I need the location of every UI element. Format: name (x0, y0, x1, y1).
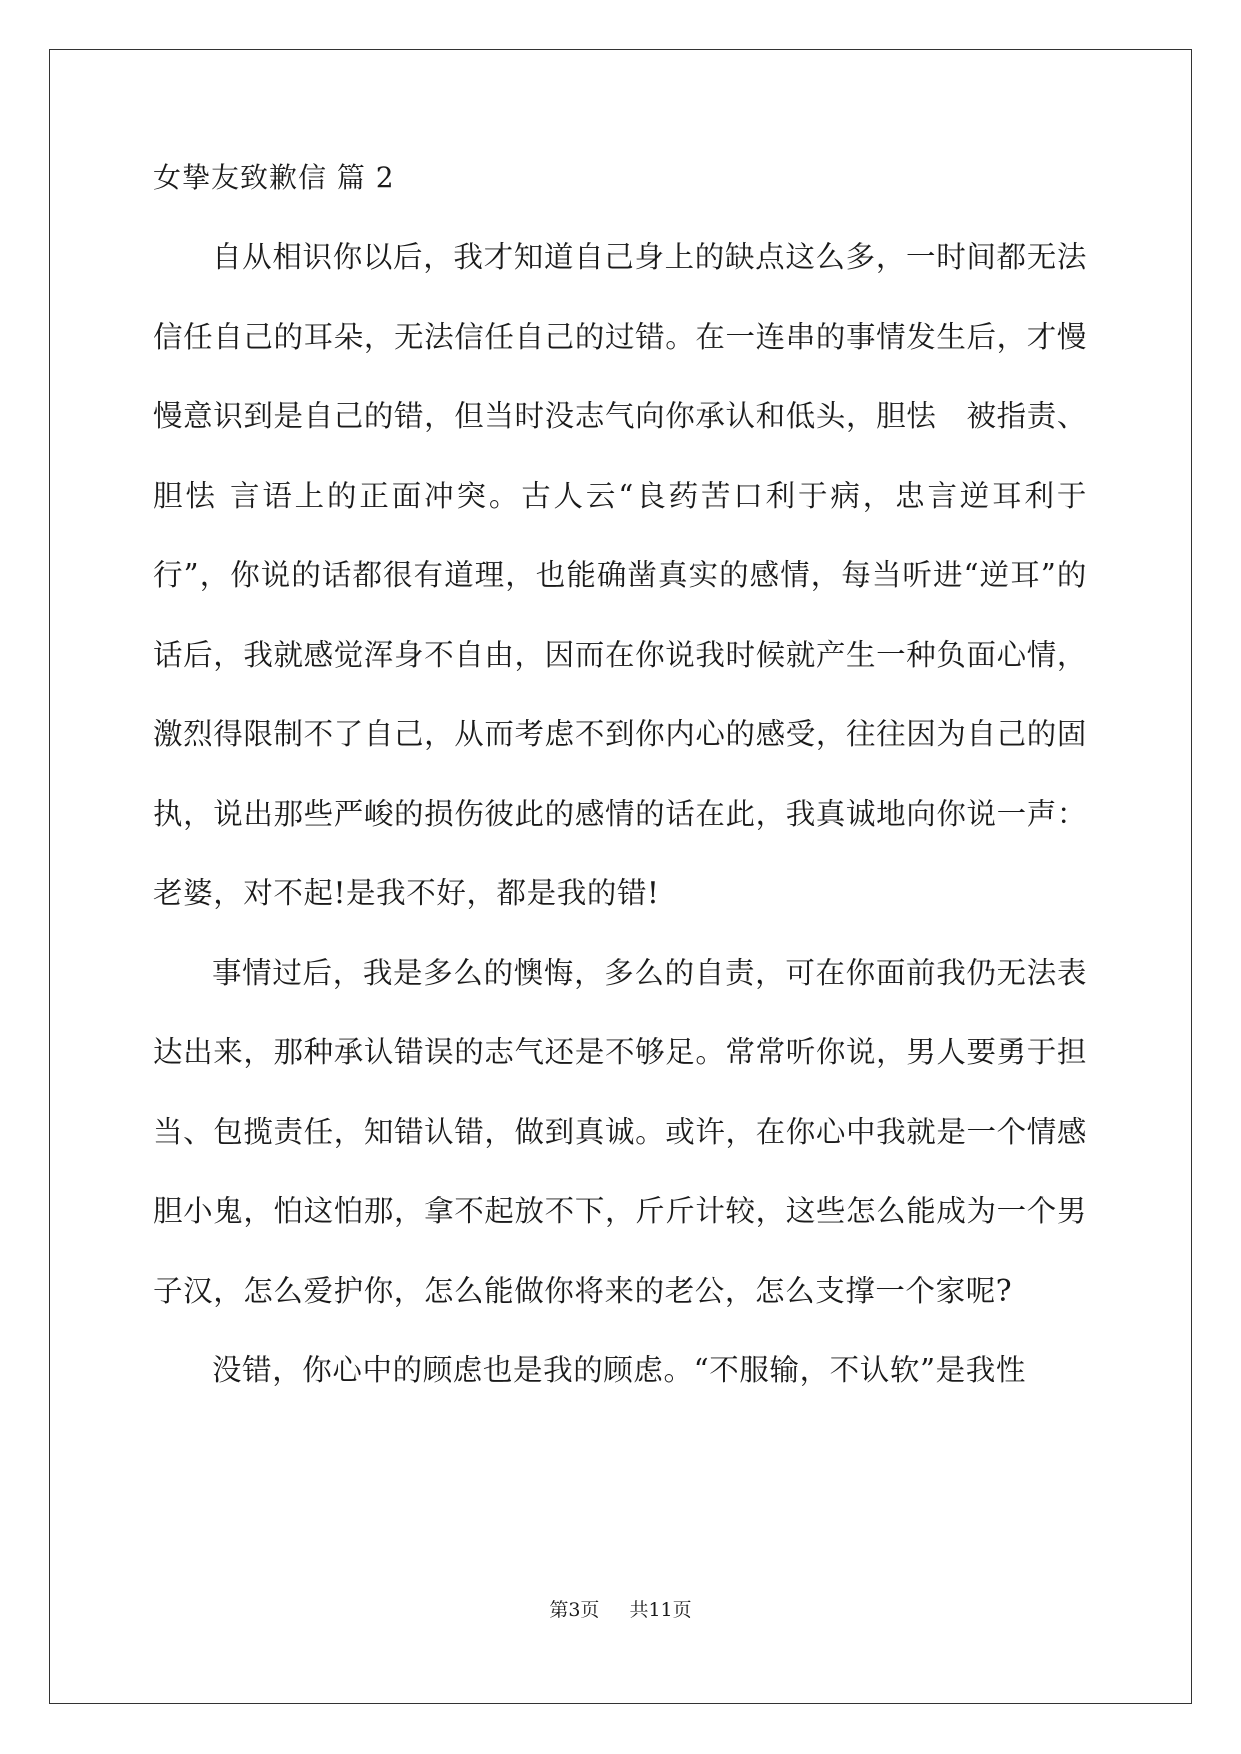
section-heading: 女挚友致歉信 篇 2 (153, 161, 395, 194)
paragraph: 事情过后，我是多么的懊悔，多么的自责，可在你面前我仍无法表达出来，那种承认错误的志气还是不够足。常常听你说，男人要勇于担当、包揽责任，知错认错，做到真诚。或许，在你心中我就是一个情感胆小鬼，怕这怕那，拿不起放不下，斤斤计较，这些怎么能成为一个男子汉，怎么爱护你，怎么能做你将来的老公，怎么支撑一个家呢? (153, 955, 1087, 1308)
paragraph: 自从相识你以后，我才知道自己身上的缺点这么多，一时间都无法信任自己的耳朵，无法信任自己的过错。在一连串的事情发生后，才慢慢意识到是自己的错，但当时没志气向你承认和低头，胆怯 被指责、胆怯 言语上的正面冲突。古人云“良药苦口利于病，忠言逆耳利于行”，你说的话都很有道理，也能确凿真实的感情，每当听进“逆耳”的话后，我就感觉浑身不自由，因而在你说我时候就产生一种负面心情，激烈得限制不了自己，从而考虑不到你内心的感受，往往因为自己的固执，说出那些严峻的损伤彼此的感情的话在此，我真诚地向你说一声：老婆，对不起!是我不好，都是我的错! (153, 240, 1087, 910)
page-number: 第3页 (549, 1599, 600, 1621)
page-total: 共11页 (629, 1599, 692, 1621)
paragraph: 没错，你心中的顾虑也是我的顾虑。“不服输，不认软”是我性 (212, 1353, 1026, 1387)
document-body (153, 160, 1087, 1411)
page-footer (0, 1598, 1241, 1622)
